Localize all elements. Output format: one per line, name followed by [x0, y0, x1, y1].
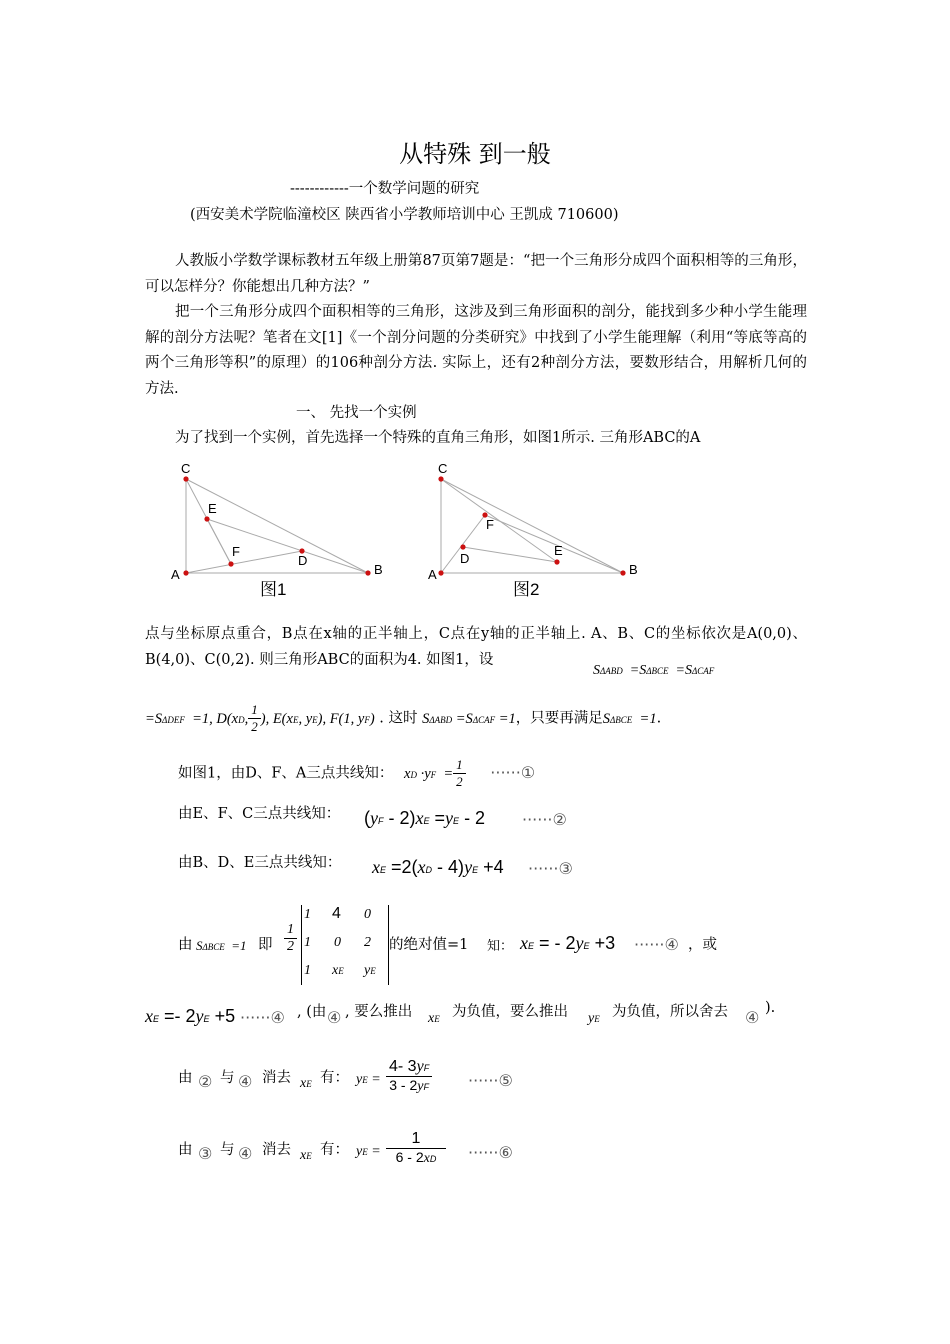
equation-6-lhs: yE = — [356, 1144, 381, 1159]
symbol-xe: xE — [428, 1011, 440, 1026]
paragraph-4: 点与坐标原点重合，B点在x轴的正半轴上，C点在y轴的正半轴上. A、B、C的坐标依次是A(0,0)、B(4,0)、C(0,2). 则三角形ABC的面积为4. 如图1，设 — [145, 626, 807, 668]
figure-2-caption: 图2 — [513, 580, 540, 599]
text-only-need: ，只要再满足 — [515, 710, 603, 727]
point-e — [204, 516, 209, 521]
figure-2 — [415, 455, 655, 605]
paragraph-1: 人教版小学数学课标教材五年级上册第87页第7题是：“把一个三角形分成四个面积相等的三角形，可以怎样分？你能想出几种方法？” — [145, 253, 807, 295]
symbol-xe: xE — [300, 1076, 312, 1091]
matrix-cell-ye: yE — [364, 963, 376, 978]
point-e — [554, 559, 559, 564]
equation-4-ji: 即 — [258, 937, 273, 953]
label-e: E — [554, 543, 563, 558]
label-a: A — [428, 567, 437, 582]
equation-4-area: SΔBCE =1 — [196, 938, 247, 953]
excl-text-b: , 要么推出 — [345, 1004, 413, 1020]
section-heading-1: 一、 先找一个实例 — [296, 405, 417, 421]
eq5-yu: 与 — [220, 1070, 235, 1086]
eq6-you2: 有： — [320, 1142, 349, 1158]
point-b — [365, 570, 370, 575]
point-a — [438, 570, 443, 575]
eq5-xiaoqu: 消去 — [262, 1070, 291, 1086]
point-c — [183, 476, 188, 481]
circled-4: ④ — [238, 1072, 253, 1091]
figure-1-caption: 图1 — [260, 580, 287, 599]
equation-4-number: ······④ — [634, 935, 679, 954]
eq5-you2: 有： — [320, 1070, 349, 1086]
matrix-cell-xe: xE — [332, 963, 344, 978]
determinant — [301, 905, 389, 985]
matrix-cell: 0 — [334, 935, 341, 950]
label-b: B — [629, 562, 638, 577]
matrix-cell: 1 — [304, 935, 311, 950]
equation-4-alt: xE =- 2yE +5 — [145, 1006, 236, 1026]
half-fraction: $\frac{1}{2}$ — [284, 922, 297, 955]
author-line: (西安美术学院临潼校区 陕西省小学教师培训中心 王凯成 710600) — [190, 207, 619, 223]
matrix-cell: 1 — [304, 907, 311, 922]
label-e: E — [208, 501, 217, 516]
coordinates-line: =SΔDEF =1, D(xD, $\frac{1}{2}$ ), E(xE, yE), F(1, yF) . 这时 SΔABD =SΔCAF =1，只要再满足SΔBCE =1. — [145, 702, 662, 734]
equation-5-lhs: yE = — [356, 1072, 381, 1087]
circled-4: ④ — [745, 1008, 760, 1027]
label-b: B — [374, 562, 383, 577]
equation-2-number: ······② — [522, 810, 567, 829]
equation-4-abs: 的绝对值=1 — [389, 937, 469, 953]
excl-text-e: ). — [765, 1000, 776, 1016]
equation-5-number: ······⑤ — [468, 1071, 513, 1090]
point-a — [183, 570, 188, 575]
circled-2: ② — [198, 1072, 213, 1091]
eq6-xiaoqu: 消去 — [262, 1142, 291, 1158]
matrix-cell: 2 — [364, 935, 371, 950]
paragraph-3: 为了找到一个实例，首先选择一个特殊的直角三角形，如图1所示. 三角形ABC的A — [175, 430, 701, 446]
equation-2: (yF - 2)xE =yE - 2 — [364, 808, 486, 828]
equation-4: xE = - 2yE +3 — [520, 933, 616, 953]
circled-4: ④ — [238, 1144, 253, 1163]
equation-6-fraction: $\frac{1}{6 - 2xD}$ — [386, 1130, 446, 1167]
subtitle: ------------一个数学问题的研究 — [290, 181, 480, 197]
equation-3: xE =2(xD - 4)yE +4 — [372, 857, 504, 877]
eq5-you: 由 — [178, 1070, 193, 1086]
point-c — [438, 476, 443, 481]
label-c: C — [438, 461, 448, 476]
equation-1-number: ······① — [490, 762, 536, 782]
excl-text-a: , (由 — [297, 1004, 327, 1020]
circled-4: ④ — [327, 1008, 342, 1027]
equation-1-row: 如图1，由D、F、A三点共线知： xD ·yF = $\frac{1}{2}$ ······① — [178, 757, 536, 789]
label-f: F — [486, 517, 494, 532]
page-title: 从特殊 到一般 — [399, 140, 551, 168]
label-c: C — [181, 461, 191, 476]
point-d — [460, 544, 465, 549]
label-d: D — [298, 553, 308, 568]
excl-text-c: 为负值，要么推出 — [452, 1004, 568, 1020]
equation-4-zhi: 知： — [487, 939, 514, 954]
equation-1-intro: 如图1，由D、F、A三点共线知： — [178, 765, 394, 782]
point-b — [620, 570, 625, 575]
equation-4-you: 由 — [178, 937, 193, 953]
matrix-cell: 1 — [304, 963, 311, 978]
equation-6-number: ······⑥ — [468, 1143, 513, 1162]
area-equation-1: SΔABD =SΔBCE =SΔCAF — [593, 663, 715, 678]
equation-3-number: ······③ — [528, 859, 573, 878]
matrix-cell: 0 — [364, 907, 371, 922]
eq6-yu: 与 — [220, 1142, 235, 1158]
symbol-ye: yE — [588, 1011, 600, 1026]
symbol-xe: xE — [300, 1148, 312, 1163]
text-zheshi: . 这时 — [379, 710, 418, 727]
equation-2-intro: 由E、F、C三点共线知： — [178, 806, 341, 822]
excl-text-d: 为负值，所以舍去 — [612, 1004, 728, 1020]
label-d: D — [460, 551, 470, 566]
eq6-you: 由 — [178, 1142, 193, 1158]
label-a: A — [171, 567, 180, 582]
figure-1 — [160, 455, 400, 605]
equation-3-intro: 由B、D、E三点共线知： — [178, 855, 342, 871]
matrix-cell: 4 — [332, 905, 341, 922]
equation-4-or: ，或 — [688, 937, 717, 953]
equation-4-alt-number: ······④ — [240, 1008, 285, 1027]
paragraph-2: 把一个三角形分成四个面积相等的三角形，这涉及到三角形面积的剖分，能找到多少种小学生能理解的剖分方法呢？笔者在文[1]《一个剖分问题的分类研究》中找到了小学生能理解（利用“等底等高的两个三角形等积”的原理）的106种剖分方法. 实际上，还有2种剖分方法，要数形结合，用解析几何的方法. — [145, 304, 807, 397]
label-f: F — [232, 544, 240, 559]
circled-3: ③ — [198, 1144, 213, 1163]
point-f — [228, 561, 233, 566]
equation-5-fraction: $\frac{4- 3yF}{3 - 2yF}$ — [386, 1058, 432, 1095]
